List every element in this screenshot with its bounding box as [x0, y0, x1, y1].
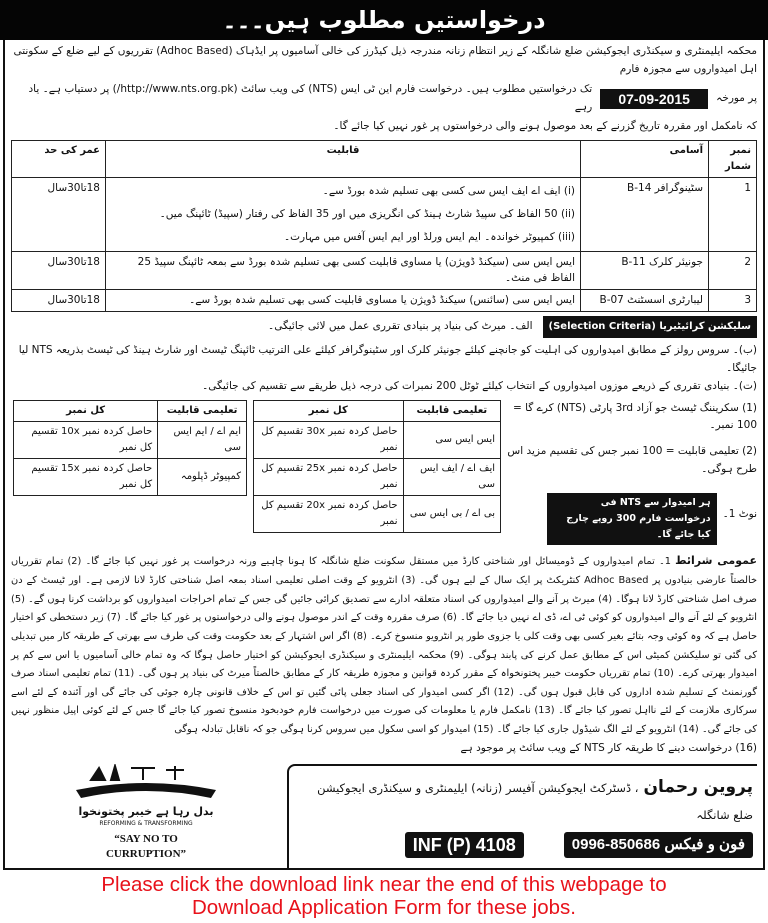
row-qualification: ایس ایس سی (سیکنڈ ڈویژن) یا مساوی قابلیت کسی بھی تسلیم شدہ بورڈ سے بمعہ ٹائپنگ سپیڈ 25 الفاظ فی منٹ۔ [106, 251, 581, 290]
note-label: نوٹ 1۔ [722, 508, 757, 521]
col-post: آسامی [581, 141, 709, 178]
table-row [12, 290, 757, 312]
cell-marks: حاصل کردہ نمبر 20x تقسیم کل نمبر [254, 495, 404, 532]
intro-line-1: محکمہ ایلیمنٹری و سیکنڈری ایجوکیشن ضلع شانگلہ کے زیر انتظام زنانہ مندرجہ ذیل کیڈرز کی خالی آسامیوں پر ایڈہاک (Adhoc Based) تقرریوں کے لیے ضلع کے سکونتی اہل امیدواروں سے مجوزہ فارم [13, 45, 757, 75]
table-row [12, 251, 757, 290]
contact-row [297, 832, 753, 858]
intro-line-2-left: تک درخواستیں مطلوب ہیں۔ درخواست فارم این ٹی ایس (NTS) کی ویب سائٹ (http://www.nts.org.pk/) پر دستیاب ہے۔ یاد رہے [28, 82, 593, 113]
logo-urdu: بدل رہا ہے خیبر پختونخوا [78, 804, 214, 818]
phone-number: 0996-850686 [571, 836, 661, 854]
marks-table-b [13, 400, 247, 496]
cell-marks: حاصل کردہ نمبر 30x تقسیم کل نمبر [254, 421, 404, 458]
note-box: ہر امیدوار سے NTS فی درخواست فارم 300 روپے چارج کیا جائے گا۔ [547, 493, 717, 545]
row-number: 2 [709, 251, 757, 290]
officer-name: پروین رحمان [643, 776, 753, 797]
selection-tay: (ت)۔ بنیادی تقرری کے ذریعے موزوں امیدواروں کے انتخاب کیلئے ٹوٹل 200 نمبرات کی درجہ ذیل طریقے سے تقسیم کی جائیگی۔ [202, 379, 757, 392]
selection-criteria-label: سلیکشن کرائیٹیریا (Selection Criteria) [543, 316, 757, 338]
col-marks: کل نمبر [254, 400, 404, 421]
logo-tagline: REFORMING & TRANSFORMING [99, 820, 193, 828]
table-row [254, 421, 501, 458]
selection-criteria-row [11, 316, 757, 338]
intro-line-2-right: پر مورخہ [716, 91, 757, 104]
general-conditions-label: عمومی شرائط [675, 554, 757, 568]
footer [11, 764, 757, 869]
marks-point-2: (2) تعلیمی قابلیت = 100 نمبر جس کی تقسیم مزید اس طرح ہوگی۔ [507, 445, 757, 476]
slogan-line: CURRUPTION” [105, 848, 187, 861]
row-qualification [106, 178, 581, 251]
phone-fax [564, 832, 753, 858]
cell-qualification: ایم اے / ایم ایس سی [158, 421, 247, 458]
row-post: جونیئر کلرک B-11 [581, 251, 709, 290]
row-post: لیبارٹری اسسٹنٹ B-07 [581, 290, 709, 312]
general-conditions-text: 1۔ تمام امیدواروں کے ڈومیسائل اور شناختی کارڈ میں مستقل سکونت ضلع شانگلہ کا ہونا چاہیے ورنہ درخواست پر غور نہیں کیا جائے گا۔ (2) تمام تقرریاں خالصتاً عارضی بنیادوں پر Adhoc Based کنٹریکٹ پر ایک سال کے لیے ہوں گی۔ (3) انٹرویو کے وقت اصلی تعلیمی اسناد بمعہ اصل شناختی کارڈ لانا لازمی ہے۔ اور ٹیسٹ کے دن صرف اصل شناختی کارڈ لانا ہوگا۔ (4) میرٹ پر آنے والے امیدواروں کی اسناد متعلقہ ادارے سے تصدیق کرائی جائیں گی جس کے تمام اخراجات امیدواروں کو برداشت کرنا ہوں گے۔ (5) انٹرویو کے لئے آنے والے امیدواروں کو کوئی ٹی اے، ڈی اے نہیں دیا جائے گا۔ (6) صرف مقررہ وقت کے اندر موصول ہونے والی درخواستوں پر غور کیا جائے گا۔ (7) زیر دستخطی کو اختیار حاصل ہے کہ وہ کوئی وجہ بتائے بغیر کسی بھی وقت کلی یا جزوی طور پر انٹرویو منسوخ کرے۔ (8) اگر اس اشتہار کے بعد حکومت وقت کی طرف سے بھرتی کے طریقہ کار میں تبدیلی کی گئی تو سلیکشن کمیٹی اس کے مطابق عمل کرنے کی پابند ہوگی۔ (9) محکمہ ایلیمنٹری و سیکنڈری ایجوکیشن کو اختیار حاصل ہوگا کہ وہ تمام خالی آسامیوں یا اس سے کم پر امیدوار بھرتی کرے۔ (10) تمام تقرریاں حکومت خیبر پختونخواہ کے مقرر کردہ قوانین و مجوزہ طریقہ کار کے مطابق خالصتاً میرٹ کی بنیاد پر ہوں گی۔ (11) تمام تعلیمی اسناد صرف گورنمنٹ کے تسلیم شدہ اداروں کی قابل قبول ہوں گی۔ (12) اگر کسی امیدوار کی اسناد جعلی پائی گئیں تو اس کے خلاف قانونی چارہ جوئی کی جائے گی اور آئندہ کے لئے اسے سرکاری ملازمت کے لئے نااہل تصور کیا جائے گا۔ (13) نامکمل فارم یا معلومات کی صورت میں درخواست فارم خودبخود منسوخ تصور کیا جائے گا جس کے لئے کوئی اپیل منظور نہیں کی جائے گی۔ (14) انٹرویو کے لئے الگ شیڈول جاری کیا جائے گا۔ (15) امیدوار کو اسی سکول میں سروس کرنا ہوگی جو کہ ناقابل تبادلہ ہوگی [11, 556, 758, 736]
signatory-box [287, 764, 757, 869]
download-notice-line-1: Please click the download link near the end of this webpage to [101, 873, 667, 897]
cell-qualification: ایس ایس سی [403, 421, 500, 458]
qual-item: (ii) 50 الفاظ کی سپیڈ شارٹ ہینڈ کی انگریزی میں اور 35 الفاظ کی رفتار (سپیڈ) ٹائپنگ میں۔ [159, 208, 575, 221]
download-notice [0, 870, 768, 923]
col-qualification: تعلیمی قابلیت [158, 400, 247, 421]
row-post: سٹینوگرافر B-14 [581, 178, 709, 251]
cell-marks: حاصل کردہ نمبر 10x تقسیم کل نمبر [14, 421, 158, 458]
qual-item: (i) ایف اے ایف ایس سی کسی بھی تسلیم شدہ بورڈ سے۔ [322, 185, 575, 198]
officer-designation: ، ڈسٹرکٹ ایجوکیشن آفیسر (زنانہ) ایلیمنٹری و سیکنڈری ایجوکیشن ضلع شانگلہ [317, 780, 753, 822]
row-number: 1 [709, 178, 757, 251]
col-number: نمبر شمار [709, 141, 757, 178]
slogan-line: “SAY NO TO [114, 833, 178, 846]
general-condition-16: (16) درخواست دینے کا طریقہ کار NTS کے ویب سائٹ پر موجود ہے [460, 741, 757, 754]
marks-points [507, 400, 757, 546]
kp-logo-emblem-icon [71, 764, 221, 800]
jobs-table [11, 140, 757, 312]
selection-alif: الف۔ میرٹ کی بنیاد پر بنیادی تقرری عمل میں لائی جائیگی۔ [268, 320, 533, 333]
row-qualification: ایس ایس سی (سائنس) سیکنڈ ڈویژن یا مساوی قابلیت کسی بھی تسلیم شدہ بورڈ سے۔ [106, 290, 581, 312]
row-age: 18تا30سال [12, 290, 106, 312]
intro-line-2 [11, 81, 757, 117]
row-number: 3 [709, 290, 757, 312]
table-row [254, 458, 501, 495]
kp-logo [11, 764, 281, 869]
table-row [14, 421, 247, 458]
marks-table-a [253, 400, 501, 533]
anti-corruption-slogan [11, 832, 281, 862]
col-marks: کل نمبر [14, 400, 158, 421]
cell-qualification: ایف اے / ایف ایس سی [403, 458, 500, 495]
inf-number: INF (P) 4108 [405, 832, 524, 858]
row-age: 18تا30سال [12, 251, 106, 290]
col-qualification: قابلیت [106, 141, 581, 178]
note [507, 493, 757, 545]
qual-item: (iii) کمپیوٹر خواندہ۔ ایم ایس ورلڈ اور ایم ایس آفس میں مہارت۔ [283, 230, 575, 243]
cell-marks: حاصل کردہ نمبر 25x تقسیم کل نمبر [254, 458, 404, 495]
page-title: درخواستیں مطلوب ہیں۔۔۔ [0, 0, 768, 40]
download-notice-line-2: Download Application Form for these jobs. [191, 896, 576, 920]
table-row [254, 495, 501, 532]
col-qualification: تعلیمی قابلیت [403, 400, 500, 421]
table-row [12, 178, 757, 251]
row-age: 18تا30سال [12, 178, 106, 251]
marks-section [11, 400, 757, 546]
cell-qualification: کمپیوٹر ڈپلومہ [158, 458, 247, 495]
marks-point-1: (1) سکریننگ ٹیسٹ جو آزاد 3rd پارٹی (NTS) کرے گا = 100 نمبر۔ [512, 401, 757, 432]
table-header-row [12, 141, 757, 178]
cell-marks: حاصل کردہ نمبر 15x تقسیم کل نمبر [14, 458, 158, 495]
selection-bay: (ب)۔ سروس رولز کے مطابق امیدواروں کی اہلیت کو جانچنے کیلئے جونیئر کلرک اور سٹینوگرافر کیلئے علی الترتیب ٹائپنگ ٹیسٹ اور شارٹ ہینڈ کی ٹیسٹ بذریعہ NTS لیا جائیگا۔ [18, 344, 757, 374]
intro-line-3: کہ نامکمل اور مقررہ تاریخ گزرنے کے بعد موصول ہونے والی درخواستوں پر غور نہیں کیا جائے گا۔ [333, 120, 757, 133]
general-conditions [11, 551, 757, 739]
col-age: عمر کی حد [12, 141, 106, 178]
phone-label: فون و فیکس [664, 836, 745, 854]
deadline-date: 07-09-2015 [600, 89, 708, 109]
ad-frame [3, 40, 765, 870]
signatory [297, 774, 753, 827]
table-row [14, 458, 247, 495]
cell-qualification: بی اے / بی ایس سی [403, 495, 500, 532]
